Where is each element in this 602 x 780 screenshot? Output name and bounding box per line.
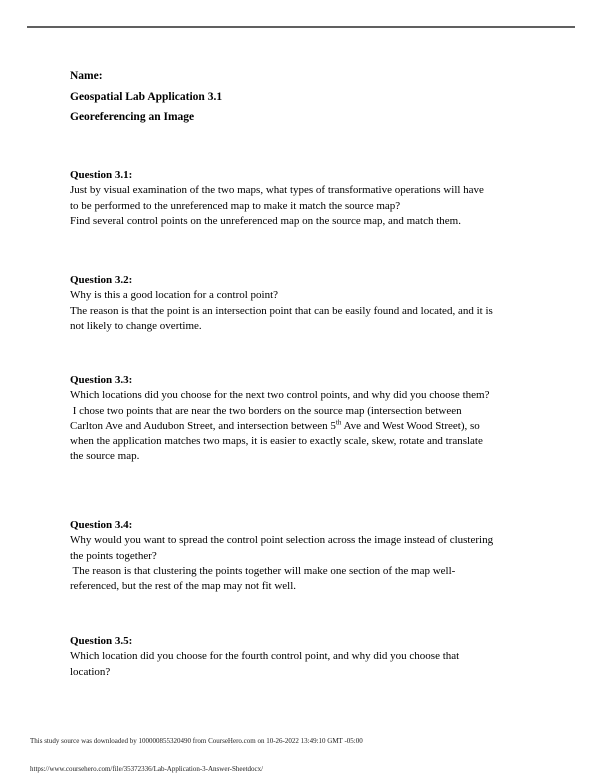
answer-line: when the application matches two maps, it is easier to exactly scale, skew, rotate and translate	[70, 435, 483, 448]
question-line: location?	[70, 665, 111, 678]
document-header	[70, 66, 222, 128]
question-line: the points together?	[70, 549, 157, 562]
question-3-4-heading: Question 3.4:	[70, 519, 133, 531]
question-line: Why is this a good location for a control point?	[70, 289, 279, 302]
answer-line: not likely to change overtime.	[70, 319, 202, 332]
question-3-1-heading: Question 3.1:	[70, 169, 133, 181]
question-line: Which locations did you choose for the next two control points, and why did you choose them?	[70, 389, 490, 402]
ordinal-superscript: th	[335, 418, 342, 427]
document-subtitle: Georeferencing an Image	[70, 111, 195, 123]
question-3-3-heading: Question 3.3:	[70, 374, 133, 386]
source-url: https://www.coursehero.com/file/35372336/Lab-Application-3-Answer-Sheetdocx/	[30, 765, 264, 773]
question-line: Just by visual examination of the two maps, what types of transformative operations will have	[70, 184, 484, 197]
question-line: Which location did you choose for the fourth control point, and why did you choose that	[70, 650, 460, 663]
question-3-5-block	[70, 634, 550, 680]
answer-line: referenced, but the rest of the map may not fit well.	[70, 580, 297, 593]
question-3-2-block	[70, 273, 550, 334]
question-3-1-block	[70, 168, 550, 229]
name-label: Name:	[70, 70, 103, 82]
answer-line: I chose two points that are near the two borders on the source map (intersection between	[70, 404, 462, 417]
question-line: Why would you want to spread the control point selection across the image instead of clustering	[70, 534, 494, 547]
question-3-5-heading: Question 3.5:	[70, 635, 133, 647]
question-line: to be performed to the unreferenced map to make it match the source map?	[70, 199, 401, 212]
answer-line: The reason is that the point is an intersection point that can be easily found and located, and it is	[70, 304, 493, 317]
question-3-4-block	[70, 518, 550, 594]
question-3-3-block	[70, 373, 550, 465]
answer-line-segment: Carlton Ave and Audubon Street, and intersection between 5	[70, 419, 336, 432]
top-horizontal-rule	[27, 26, 575, 28]
answer-line: The reason is that clustering the points together will make one section of the map well-	[70, 564, 456, 577]
answer-line-segment: Ave and West Wood Street), so	[341, 419, 480, 432]
answer-line: Find several control points on the unreferenced map on the source map, and match them.	[70, 214, 461, 227]
question-3-2-heading: Question 3.2:	[70, 274, 133, 286]
download-notice: This study source was downloaded by 100000855320490 from CourseHero.com on 10-26-2022 13:49:10 GMT -05:00	[30, 737, 363, 745]
answer-line	[70, 419, 550, 434]
document-title: Geospatial Lab Application 3.1	[70, 90, 223, 103]
answer-line: the source map.	[70, 450, 140, 463]
